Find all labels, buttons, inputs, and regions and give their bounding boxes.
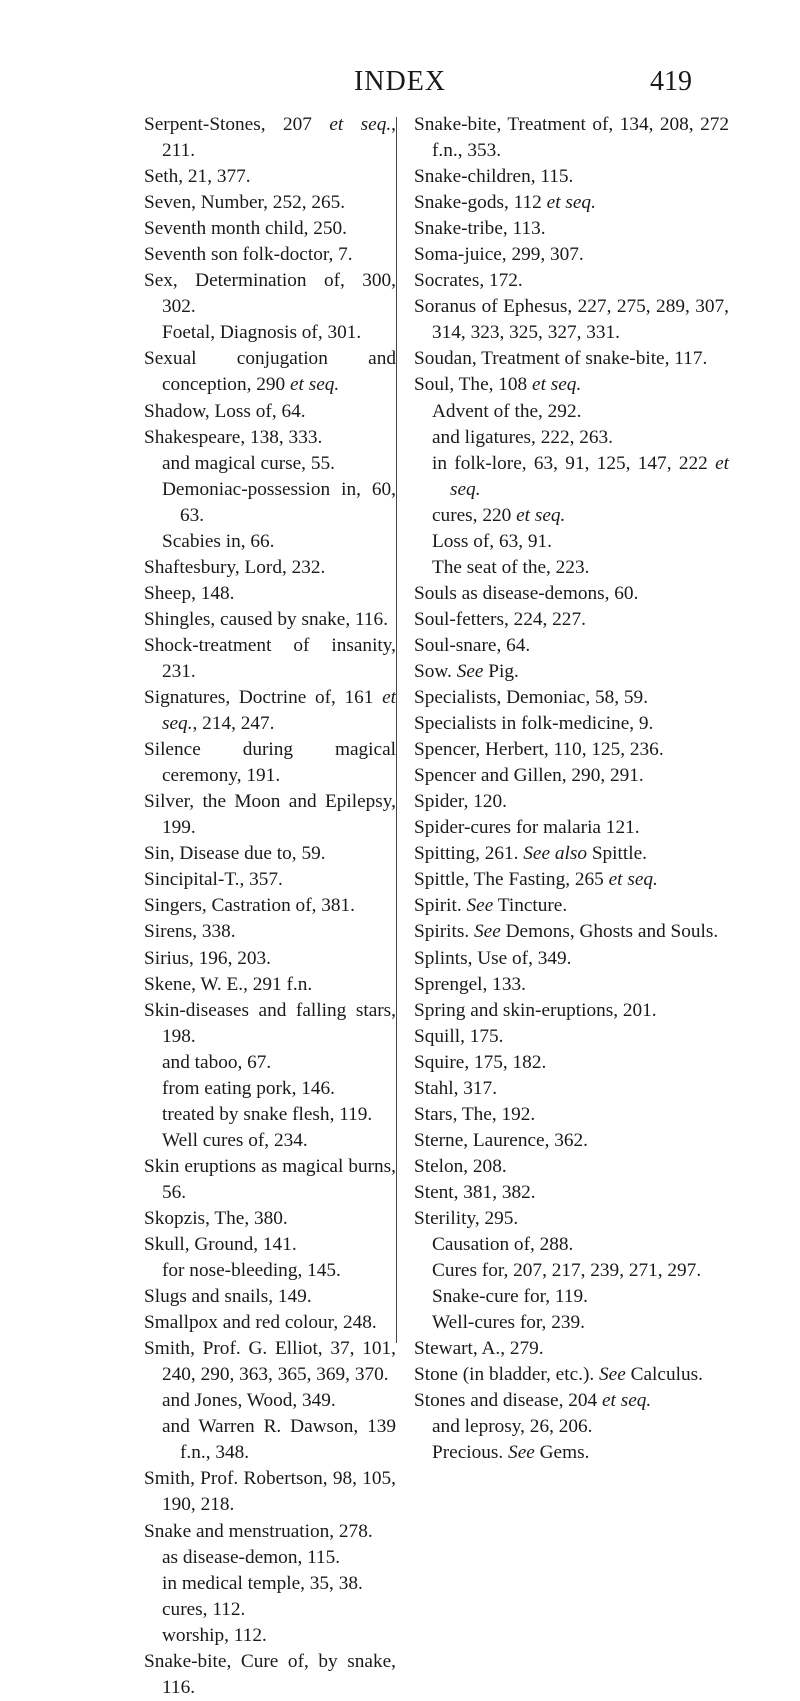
index-entry: Singers, Castration of, 381.	[144, 895, 356, 917]
index-entry: Sterility, 295.	[414, 1207, 519, 1229]
index-entry: Skin eruptions as magical burns, 56.	[144, 1155, 396, 1203]
index-entry: Silence during magical ceremony, 191.	[144, 739, 396, 787]
index-subentry: Cures for, 207, 217, 239, 271, 297.	[432, 1260, 702, 1282]
index-subentry: Well-cures for, 239.	[432, 1312, 585, 1334]
index-entry: Stent, 381, 382.	[414, 1181, 536, 1203]
index-entry: Sincipital-T., 357.	[144, 869, 283, 891]
index-subentry: Precious. See Gems.	[432, 1442, 590, 1464]
index-subentry: Snake-cure for, 119.	[432, 1286, 588, 1308]
index-entry: Sow. See Pig.	[414, 660, 519, 682]
index-entry: Spencer, Herbert, 110, 125, 236.	[414, 739, 664, 761]
index-entry: Smith, Prof. G. Elliot, 37, 101, 240, 290, 363, 365, 369, 370.	[144, 1338, 396, 1386]
index-subentry: and ligatures, 222, 263.	[432, 426, 613, 448]
index-subentry: and Jones, Wood, 349.	[162, 1390, 336, 1412]
index-entry: Smith, Prof. Robertson, 98, 105, 190, 218.	[144, 1468, 396, 1516]
index-entry: Soudan, Treatment of snake-bite, 117.	[414, 348, 708, 370]
index-entry: Skull, Ground, 141.	[144, 1234, 297, 1256]
running-head	[0, 66, 800, 100]
index-subentry: and Warren R. Dawson, 139 f.n., 348.	[162, 1416, 396, 1464]
index-entry: Serpent-Stones, 207 et seq., 211.	[144, 114, 396, 162]
index-subentry: Foetal, Diagnosis of, 301.	[162, 322, 362, 344]
index-subentry: and leprosy, 26, 206.	[432, 1416, 593, 1438]
index-subentry: and taboo, 67.	[162, 1051, 272, 1073]
index-entry: Sin, Disease due to, 59.	[144, 843, 326, 865]
index-column-left	[144, 112, 396, 1701]
index-entry: Snake-gods, 112 et seq.	[414, 192, 596, 214]
index-subentry: treated by snake flesh, 119.	[162, 1103, 373, 1125]
index-entry: Sirens, 338.	[144, 921, 236, 943]
index-entry: Soul-fetters, 224, 227.	[414, 608, 586, 630]
index-entry: Smallpox and red colour, 248.	[144, 1312, 377, 1334]
index-subentry: Demoniac-possession in, 60, 63.	[162, 478, 396, 526]
index-entry: Stone (in bladder, etc.). See Calculus.	[414, 1364, 703, 1386]
index-entry: Spider-cures for malaria 121.	[414, 817, 640, 839]
index-subentry: Advent of the, 292.	[432, 400, 582, 422]
index-entry: Souls as disease-demons, 60.	[414, 582, 639, 604]
index-entry: Soul, The, 108 et seq.	[414, 374, 582, 396]
index-entry: Stewart, A., 279.	[414, 1338, 544, 1360]
index-subentry: from eating pork, 146.	[162, 1077, 335, 1099]
index-entry: Seventh month child, 250.	[144, 218, 347, 240]
index-entry: Soul-snare, 64.	[414, 634, 531, 656]
index-entry: Slugs and snails, 149.	[144, 1286, 312, 1308]
index-entry: Spirits. See Demons, Ghosts and Souls.	[414, 921, 719, 943]
index-subentry: Well cures of, 234.	[162, 1129, 308, 1151]
index-entry: Shakespeare, 138, 333.	[144, 426, 323, 448]
column-divider	[396, 117, 397, 1343]
index-entry: Skopzis, The, 380.	[144, 1207, 288, 1229]
index-entry: Shadow, Loss of, 64.	[144, 400, 306, 422]
index-entry: Shingles, caused by snake, 116.	[144, 608, 389, 630]
index-subentry: worship, 112.	[162, 1624, 267, 1646]
index-entry: Spittle, The Fasting, 265 et seq.	[414, 869, 658, 891]
index-entry: Silver, the Moon and Epilepsy, 199.	[144, 791, 396, 839]
index-subentry: in medical temple, 35, 38.	[162, 1572, 363, 1594]
index-entry: Snake-tribe, 113.	[414, 218, 546, 240]
page-number: 419	[650, 66, 692, 97]
index-entry: Sterne, Laurence, 362.	[414, 1129, 588, 1151]
index-entry: Sheep, 148.	[144, 582, 235, 604]
index-entry: Signatures, Doctrine of, 161 et seq., 214, 247.	[144, 687, 396, 735]
index-entry: Sirius, 196, 203.	[144, 947, 271, 969]
index-subentry: in folk-lore, 63, 91, 125, 147, 222 et seq.	[432, 452, 729, 500]
index-entry: Shaftesbury, Lord, 232.	[144, 556, 326, 578]
index-subentry: as disease-demon, 115.	[162, 1546, 341, 1568]
index-entry: Spring and skin-eruptions, 201.	[414, 999, 657, 1021]
index-entry: Squill, 175.	[414, 1025, 504, 1047]
index-entry: Spencer and Gillen, 290, 291.	[414, 765, 644, 787]
index-entry: Splints, Use of, 349.	[414, 947, 572, 969]
index-entry: Seven, Number, 252, 265.	[144, 192, 346, 214]
index-entry: Specialists in folk-medicine, 9.	[414, 713, 654, 735]
index-entry: Sexual conjugation and conception, 290 et seq.	[144, 348, 396, 396]
index-entry: Seventh son folk-doctor, 7.	[144, 244, 353, 266]
index-column-right	[414, 112, 729, 1466]
index-entry: Spirit. See Tincture.	[414, 895, 568, 917]
index-entry: Stahl, 317.	[414, 1077, 498, 1099]
index-subentry: Scabies in, 66.	[162, 530, 275, 552]
index-entry: Snake-bite, Cure of, by snake, 116.	[144, 1650, 396, 1698]
index-entry: Stones and disease, 204 et seq.	[414, 1390, 652, 1412]
index-entry: Spider, 120.	[414, 791, 507, 813]
index-entry: Spitting, 261. See also Spittle.	[414, 843, 647, 865]
index-subentry: cures, 112.	[162, 1598, 246, 1620]
index-subentry: and magical curse, 55.	[162, 452, 335, 474]
index-entry: Specialists, Demoniac, 58, 59.	[414, 687, 649, 709]
index-entry: Skene, W. E., 291 f.n.	[144, 973, 313, 995]
index-subentry: Causation of, 288.	[432, 1234, 574, 1256]
index-entry: Sex, Determination of, 300, 302.	[144, 270, 396, 318]
index-entry: Stelon, 208.	[414, 1155, 507, 1177]
index-entry: Shock-treatment of insanity, 231.	[144, 634, 396, 682]
index-subentry: cures, 220 et seq.	[432, 504, 566, 526]
index-subentry: Loss of, 63, 91.	[432, 530, 552, 552]
index-subentry: for nose-bleeding, 145.	[162, 1260, 341, 1282]
index-entry: Snake-children, 115.	[414, 166, 574, 188]
index-entry: Soma-juice, 299, 307.	[414, 244, 584, 266]
index-entry: Soranus of Ephesus, 227, 275, 289, 307, 314, 323, 325, 327, 331.	[414, 296, 729, 344]
index-subentry: The seat of the, 223.	[432, 556, 590, 578]
index-entry: Sprengel, 133.	[414, 973, 526, 995]
index-entry: Seth, 21, 377.	[144, 166, 251, 188]
index-entry: Squire, 175, 182.	[414, 1051, 547, 1073]
index-entry: Socrates, 172.	[414, 270, 523, 292]
index-entry: Stars, The, 192.	[414, 1103, 536, 1125]
index-entry: Skin-diseases and falling stars, 198.	[144, 999, 396, 1047]
page-title: INDEX	[353, 66, 447, 97]
index-entry: Snake and menstruation, 278.	[144, 1520, 373, 1542]
index-entry: Snake-bite, Treatment of, 134, 208, 272 f.n., 353.	[414, 114, 729, 162]
